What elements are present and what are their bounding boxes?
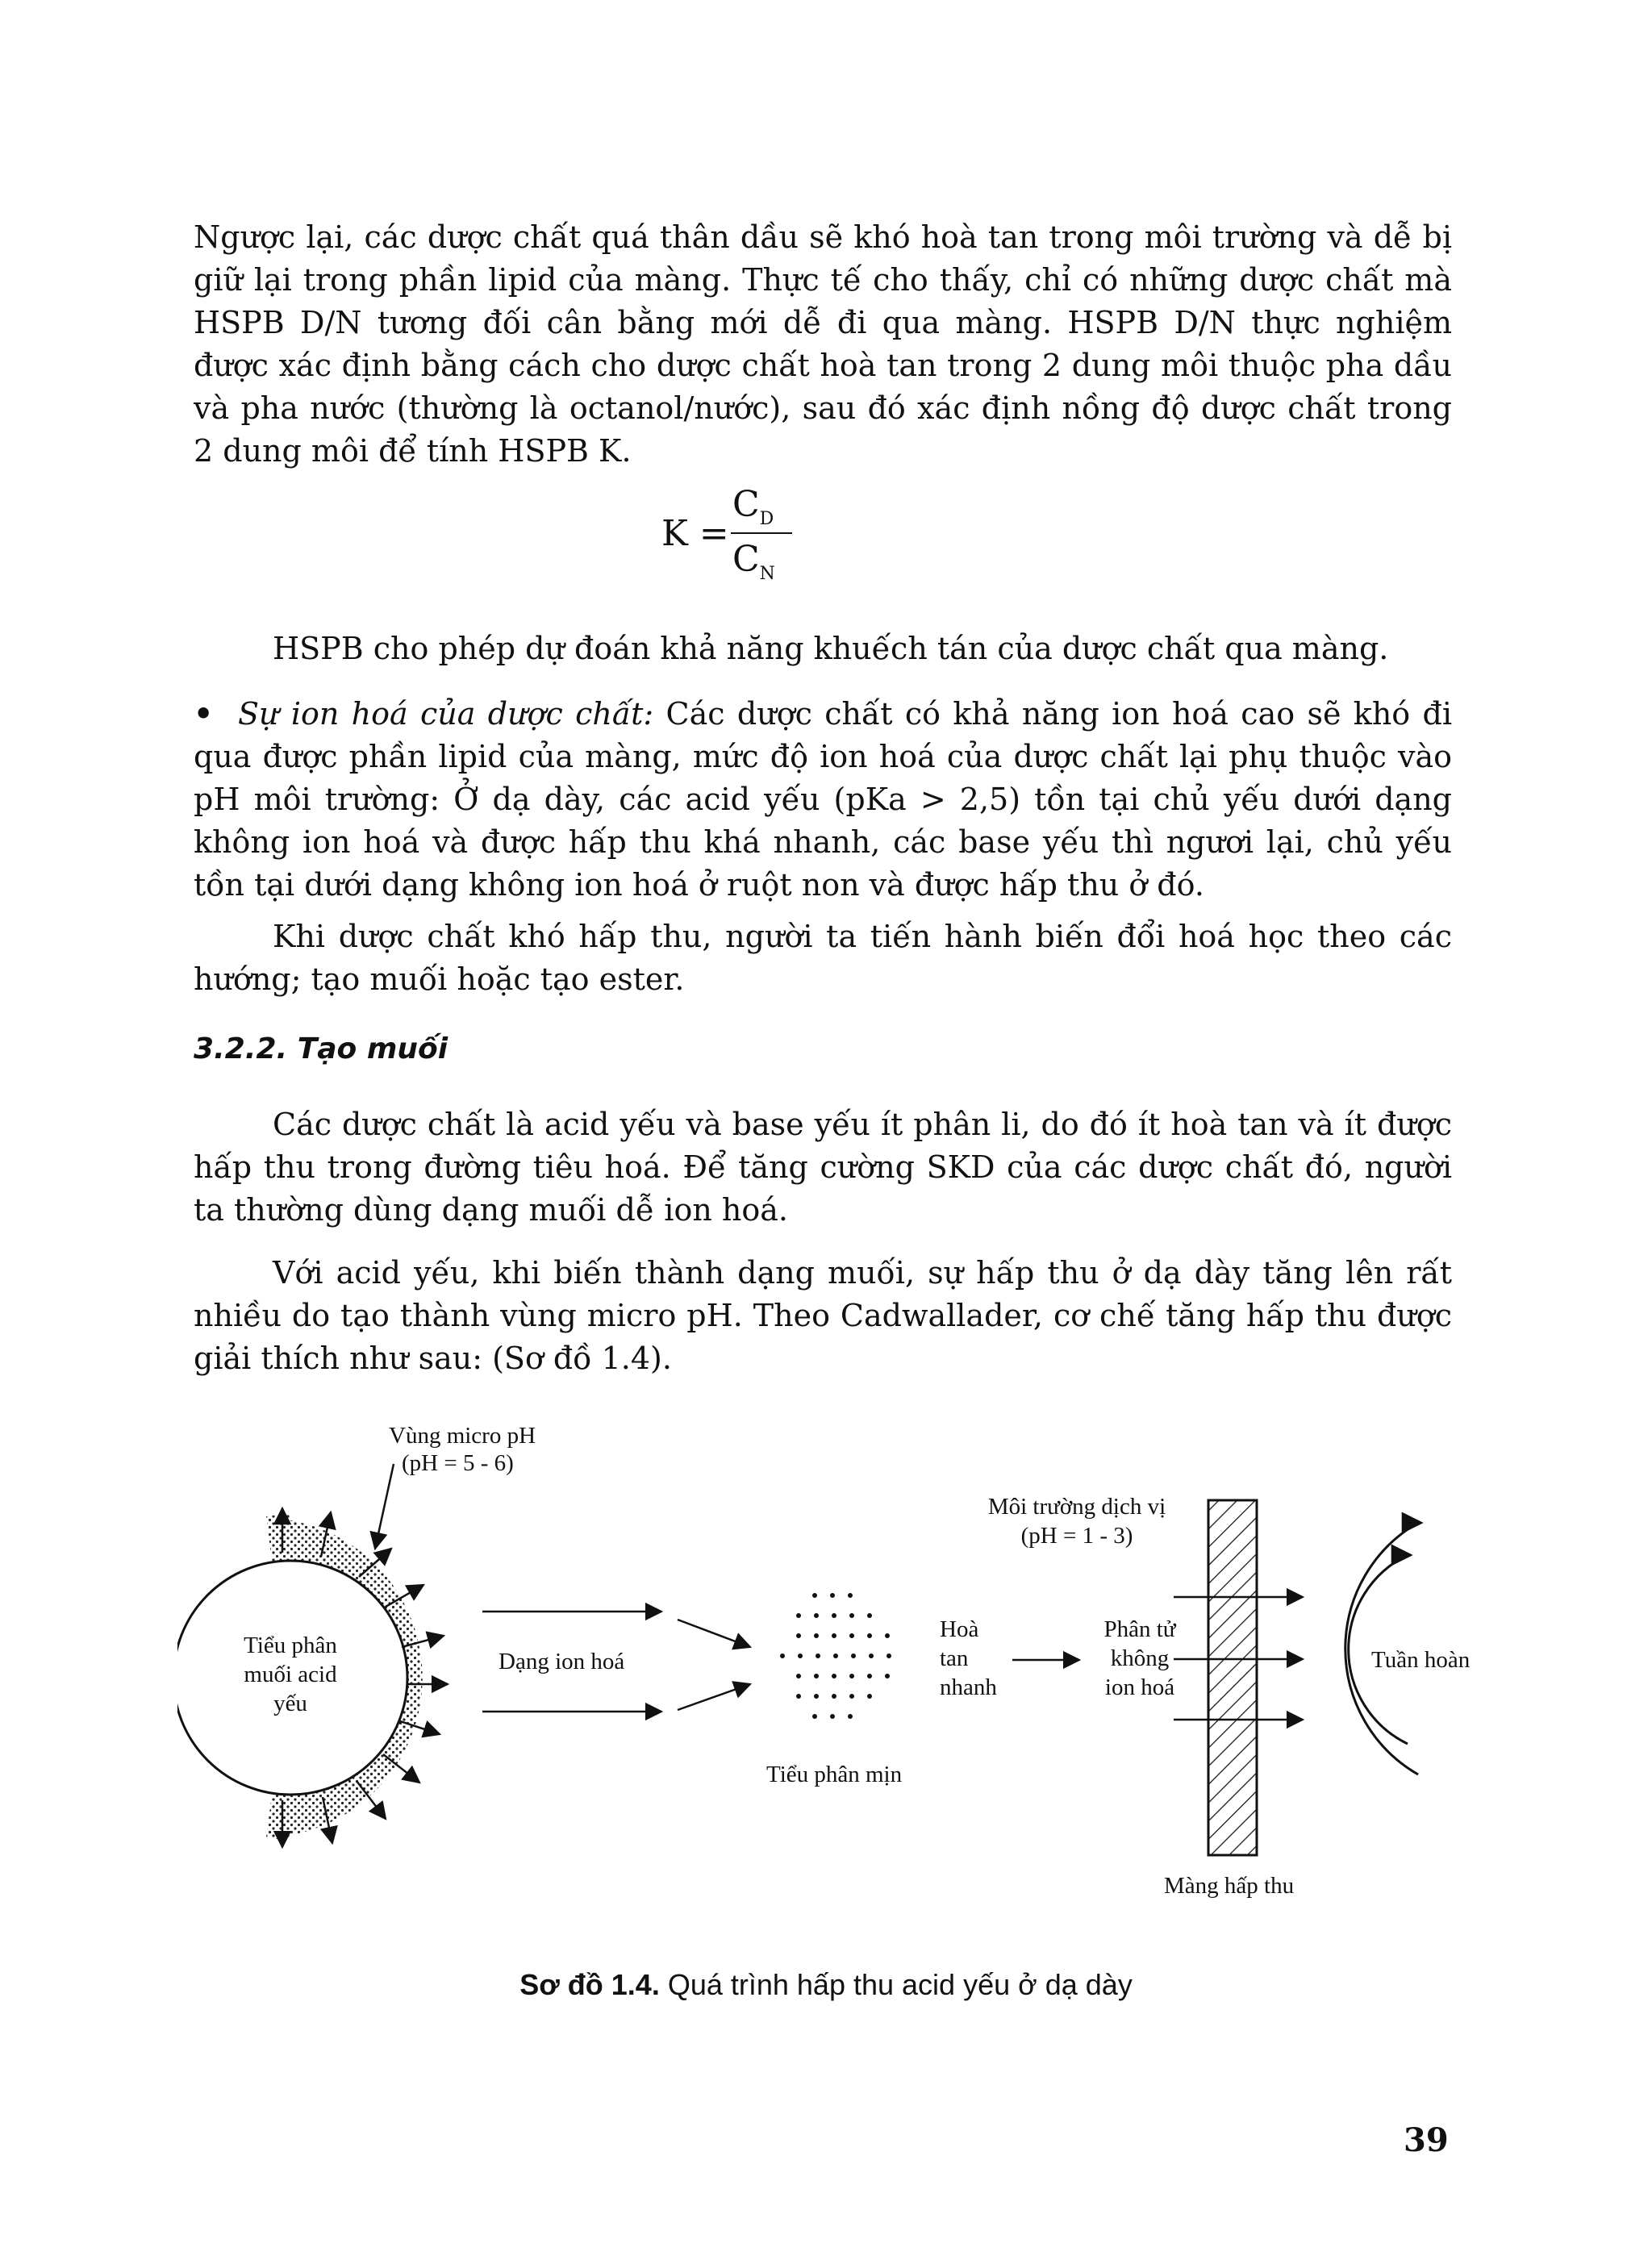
gastric-medium-label: Môi trường dịch vị — [987, 1494, 1166, 1520]
fine-particle-dots — [780, 1593, 891, 1719]
caption-text: Quá trình hấp thu acid yếu ở dạ dày — [659, 1968, 1133, 2001]
salt-particle-label: Tiểu phân muối acid yếu — [244, 1633, 337, 1716]
bullet-title: Sự ion hoá của dược chất: — [237, 696, 654, 732]
bullet-text: Các dược chất có khả năng ion hoá cao sẽ khó đi qua được phần lipid của màng, mức độ ion hoá của dược chất lại phụ thuộc vào pH môi trường: Ở dạ dày, các acid yếu (pKa > 2,5) tồn tại chủ yếu dưới dạng không ion hoá và được hấp thu khá nhanh, các base yếu thì ngươi lại, chủ yếu tồn tại dưới dạng không ion hoá ở ruột non và được hấp thu ở đó. — [194, 696, 1452, 903]
paragraph-hspb-prediction: HSPB cho phép dự đoán khả năng khuếch tán của dược chất qua màng. — [273, 631, 1389, 666]
formula-numerator: $C_D$ — [732, 484, 774, 529]
formula-denominator: $C_N$ — [732, 539, 775, 584]
absorption-membrane — [1208, 1500, 1257, 1855]
dissolve-label: Hoà tan nhanh — [940, 1616, 997, 1700]
micro-ph-value: (pH = 5 - 6) — [402, 1450, 514, 1476]
converge-arrow-bottom — [678, 1684, 750, 1710]
paragraph-weak-acid: Với acid yếu, khi biến thành dạng muối, sự hấp thu ở dạ dày tăng lên rất nhiều do tạo thành vùng micro pH. Theo Cadwallader, cơ chế tăng hấp thu được giải thích như sau: (Sơ đồ 1.4). — [194, 1255, 1452, 1376]
paragraph-lipophilic: Ngược lại, các dược chất quá thân dầu sẽ khó hoà tan trong môi trường và dễ bị giữ lại trong phần lipid của màng. Thực tế cho thấy, chỉ có những dược chất mà HSPB D/N tương đối cân bằng mới dễ đi qua màng. HSPB D/N thực nghiệm được xác định bằng cách cho dược chất hoà tan trong 2 dung môi thuộc pha dầu và pha nước (thường là octanol/nước), sau đó xác định nồng độ dược chất trong 2 dung môi để tính HSPB K. — [194, 219, 1452, 469]
bullet-marker: • — [194, 695, 214, 732]
caption-label: Sơ đồ 1.4. — [519, 1968, 660, 2001]
membrane-label: Màng hấp thu — [1164, 1873, 1295, 1899]
converge-arrow-top — [678, 1620, 750, 1647]
absorption-diagram — [177, 1423, 1500, 1912]
paragraph-chemical-modification: Khi dược chất khó hấp thu, người ta tiến hành biến đổi hoá học theo các hướng; tạo muối hoặc tạo ester. — [194, 919, 1452, 997]
ionized-form-label: Dạng ion hoá — [499, 1649, 625, 1674]
fine-particles-label: Tiểu phân mịn — [766, 1762, 903, 1787]
fraction-bar — [731, 532, 792, 534]
formula-lhs: K = — [661, 513, 729, 554]
non-ionized-label: Phân tử không ion hoá — [1103, 1616, 1176, 1700]
micro-ph-label: Vùng micro pH — [389, 1423, 536, 1449]
figure-caption — [0, 1968, 1652, 2002]
diagram-graphics — [177, 1428, 1500, 1912]
page-number: 39 — [1404, 2121, 1449, 2159]
bullet-ionization — [194, 692, 1452, 907]
partition-coefficient-formula — [661, 484, 903, 589]
section-heading: 3.2.2. Tạo muối — [194, 1032, 448, 1065]
paragraph-salt-formation: Các dược chất là acid yếu và base yếu ít phân li, do đó ít hoà tan và ít được hấp thu trong đường tiêu hoá. Để tăng cường SKD của các dược chất đó, người ta thường dùng dạng muối dễ ion hoá. — [194, 1107, 1452, 1228]
circulation-label: Tuần hoàn — [1371, 1647, 1471, 1673]
gastric-ph-label: (pH = 1 - 3) — [1020, 1523, 1133, 1549]
